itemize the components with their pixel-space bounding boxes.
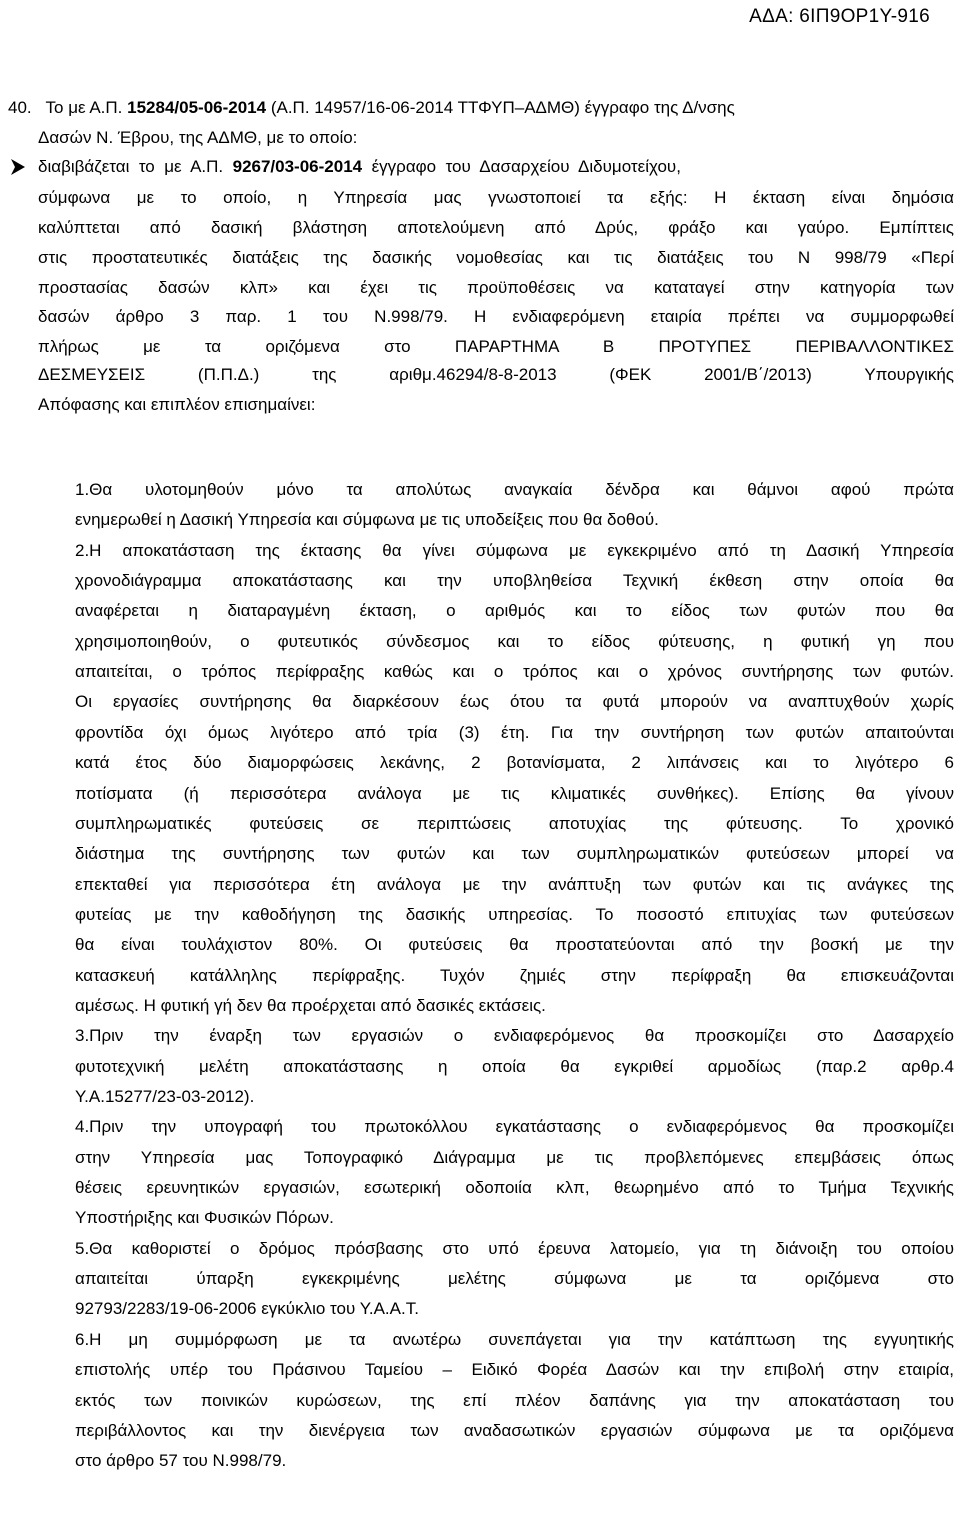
list-line: 4.Πριν την υπογραφή του πρωτοκόλλου εγκατάστασης ο ενδιαφερόμενος θα προσκομίζει <box>75 1117 954 1136</box>
paragraph-line: Απόφασης και επιπλέον επισημαίνει: <box>38 395 316 414</box>
list-line: ενημερωθεί η Δασική Υπηρεσία και σύμφωνα με τις υποδείξεις που θα δοθού. <box>75 510 659 529</box>
list-line: διάστημα της συντήρησης των φυτών και των συμπληρωματικών φυτεύσεων μπορεί να <box>75 844 954 863</box>
list-line: Υποστήριξης και Φυσικών Πόρων. <box>75 1208 334 1227</box>
list-line: στην Υπηρεσία μας Τοπογραφικό Διάγραμμα με τις προβλεπόμενες επεμβάσεις όπως <box>75 1148 954 1167</box>
ada-code: ΑΔΑ: 6ΙΠ9ΟΡ1Υ-916 <box>749 6 930 27</box>
item-40-line-2: Δασών Ν. Έβρου, της ΑΔΜΘ, με το οποίο: <box>38 128 358 147</box>
bullet-arrow-icon <box>10 158 26 176</box>
paragraph-line: στις προστατευτικές διατάξεις της δασικής νομοθεσίας και τις διατάξεις του Ν 998/79 «Περί <box>38 248 954 267</box>
list-line: συμπληρωματικές φυτεύσεις σε περιπτώσεις αποτυχίας της φύτευσης. Το χρονικό <box>75 814 954 833</box>
item-40-protocol: 15284/05-06-2014 <box>127 98 267 117</box>
list-line: φυτοτεχνική μελέτη αποκατάστασης η οποία θα εγκριθεί αρμοδίως (παρ.2 αρθρ.4 <box>75 1057 954 1076</box>
list-line: φροντίδα όχι όμως λιγότερο από τρία (3) έτη. Για την συντήρηση των φυτών απαιτούνται <box>75 723 954 742</box>
list-line: εκτός των ποινικών κυρώσεων, της επί πλέον δαπάνης για την αποκατάσταση του <box>75 1391 954 1410</box>
item-40-prefix: 40. Το με Α.Π. <box>8 98 128 117</box>
list-line: απαιτείται, ο τρόπος περίφραξης καθώς και ο τρόπος και ο χρόνος συντήρησης των φυτών. <box>75 662 954 681</box>
list-line: 6.Η μη συμμόρφωση με τα ανωτέρω συνεπάγεται για την κατάπτωση της εγγυητικής <box>75 1330 954 1349</box>
list-line: 2.Η αποκατάσταση της έκτασης θα γίνει σύμφωνα με εγκεκριμένο από τη Δασική Υπηρεσία <box>75 541 954 560</box>
list-line: φυτείας με την καθοδήγηση της δασικής υπηρεσίας. Το ποσοστό επιτυχίας των φυτεύσεων <box>75 905 954 924</box>
list-line: αμέσως. Η φυτική γή δεν θα προέρχεται από δασικές εκτάσεις. <box>75 996 546 1015</box>
list-line: στο άρθρο 57 του Ν.998/79. <box>75 1451 287 1470</box>
list-line: περιβάλλοντος και την διενέργεια των αναδασωτικών εργασιών σύμφωνα με τα οριζόμενα <box>75 1421 954 1440</box>
list-line: χρονοδιάγραμμα αποκατάστασης και την υποβληθείσα Τεχνική έκθεση στην οποία θα <box>75 571 954 590</box>
paragraph-line: προστασίας δασών κλπ» και έχει τις προϋποθέσεις να καταταγεί στην κατηγορία των <box>38 278 954 297</box>
item-40-rest: (Α.Π. 14957/16-06-2014 ΤΤΦΥΠ–ΑΔΜΘ) έγγραφο της Δ/νσης <box>266 98 735 117</box>
list-line: αναφέρεται η διαταραγμένη έκταση, ο αριθμός και το είδος των φυτών που θα <box>75 601 954 620</box>
list-line: χρησιμοποιηθούν, ο φυτευτικός σύνδεσμος και το είδος φύτευσης, η φυτική γη που <box>75 632 954 651</box>
paragraph-line: καλύπτεται από δασική βλάστηση αποτελούμενη από Δρύς, φράξο και γαύρο. Εμπίπτεις <box>38 218 954 237</box>
list-line: 92793/2283/19-06-2006 εγκύκλιο του Υ.Α.Α.Τ. <box>75 1299 419 1318</box>
paragraph-line: ΔΕΣΜΕΥΣΕΙΣ (Π.Π.Δ.) της αριθμ.46294/8-8-2013 (ΦΕΚ 2001/Β΄/2013) Υπουργικής <box>38 365 954 384</box>
paragraph-line: δασών άρθρο 3 παρ. 1 του Ν.998/79. Η ενδιαφερόμενη εταιρία πρέπει να συμμορφωθεί <box>38 307 954 326</box>
bullet-protocol: 9267/03-06-2014 <box>232 157 363 176</box>
paragraph-line: πλήρως με τα οριζόμενα στο ΠΑΡΑΡΤΗΜΑ Β ΠΡΟΤΥΠΕΣ ΠΕΡΙΒΑΛΛΟΝΤΙΚΕΣ <box>38 337 954 356</box>
list-line: Οι εργασίες συντήρησης θα διαρκέσουν έως ότου τα φυτά μπορούν να αναπτυχθούν χωρίς <box>75 692 954 711</box>
list-line: θα είναι τουλάχιστον 80%. Οι φυτεύσεις θα προστατεύονται από την βοσκή με την <box>75 935 954 954</box>
item-40-line-1 <box>8 98 954 118</box>
list-line: 5.Θα καθοριστεί ο δρόμος πρόσβασης στο υπό έρευνα λατομείο, για τη διάνοιξη του οποίου <box>75 1239 954 1258</box>
list-line: Υ.Α.15277/23-03-2012). <box>75 1087 255 1106</box>
list-line: 3.Πριν την έναρξη των εργασιών ο ενδιαφερόμενος θα προσκομίζει στο Δασαρχείο <box>75 1026 954 1045</box>
paragraph-line: σύμφωνα με το οποίο, η Υπηρεσία μας γνωστοποιεί τα εξής: Η έκταση είναι δημόσια <box>38 188 954 207</box>
bullet-rest: έγγραφο του Δασαρχείου Διδυμοτείχου, <box>362 157 681 176</box>
list-line: κατασκευή κατάλληλης περίφραξης. Τυχόν ζημιές στην περίφραξη θα επισκευάζονται <box>75 966 954 985</box>
bullet-line <box>38 157 681 177</box>
list-line: κατά έτος δύο διαμορφώσεις λεκάνης, 2 βοτανίσματα, 2 λιπάνσεις και το λιγότερο 6 <box>75 753 954 772</box>
list-line: επιστολής υπέρ του Πράσινου Ταμείου – Ειδικό Φορέα Δασών και την επιβολή στην εταιρία, <box>75 1360 954 1379</box>
list-line: επεκταθεί για περισσότερα έτη ανάλογα με την ανάπτυξη των φυτών και τις ανάγκες της <box>75 875 954 894</box>
list-line: θέσεις ερευνητικών εργασιών, εσωτερική οδοποιία κλπ, θεωρημένο από το Τμήμα Τεχνικής <box>75 1178 954 1197</box>
list-line: 1.Θα υλοτομηθούν μόνο τα απολύτως αναγκαία δένδρα και θάμνοι αφού πρώτα <box>75 480 954 499</box>
list-line: ποτίσματα (ή περισσότερα ανάλογα με τις κλιματικές συνθήκες). Επίσης θα γίνουν <box>75 784 954 803</box>
list-line: απαιτείται ύπαρξη εγκεκριμένης μελέτης σύμφωνα με τα οριζόμενα στο <box>75 1269 954 1288</box>
bullet-prefix: διαβιβάζεται το με Α.Π. <box>38 157 233 176</box>
